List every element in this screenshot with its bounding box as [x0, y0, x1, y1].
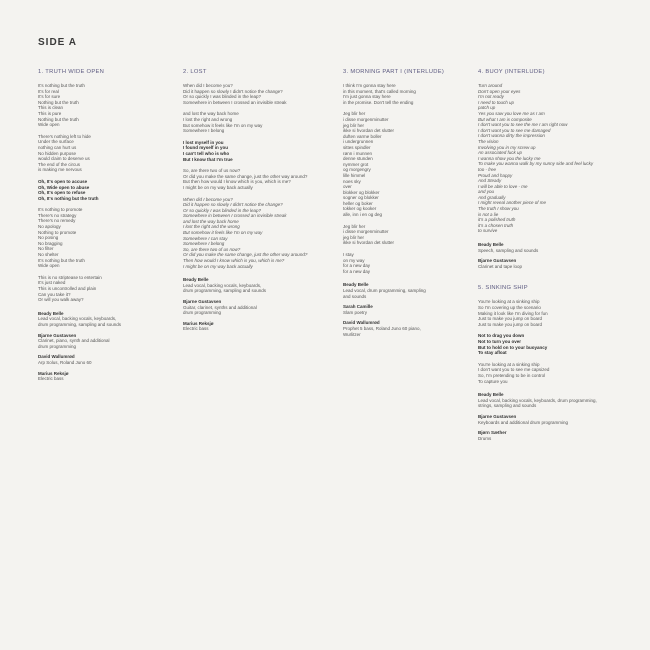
- lyric-line: But somehow it feels like I'm on my way: [183, 230, 263, 236]
- lyric-line: nymmer grot: [343, 161, 369, 167]
- lyric-line: Did it happen so slowly I didn't notice the change?: [183, 88, 283, 94]
- song-title: 1. TRUTH WIDE OPEN: [38, 69, 105, 75]
- lyric-line: Or did you make the same change, just the other way around?: [183, 173, 308, 179]
- lyric-line: No apology: [38, 224, 61, 230]
- lyric-line: Not to drag you down: [478, 333, 525, 339]
- lyrics-stanza: [183, 83, 328, 105]
- credit-role: Slam poetry: [343, 309, 368, 315]
- credit-entry: [183, 321, 328, 332]
- lyric-line: Just to make you jump on board: [478, 316, 543, 322]
- song-block: [183, 69, 328, 332]
- lyric-line: But I know that I'm true: [183, 156, 233, 162]
- lyric-line: When did I become you?: [183, 196, 233, 202]
- lyric-line: Nothing but the truth: [38, 116, 79, 122]
- lyric-line: You're looking at a sinking ship: [478, 361, 540, 367]
- lyric-line: Making it look like I'm diving for fun: [478, 310, 548, 316]
- credit-entry: [478, 392, 618, 409]
- credit-role: Lead vocal, backing vocals, keyboards,: [183, 282, 262, 288]
- lyric-line: There's nothing left to hide: [38, 133, 91, 139]
- lyric-line: Oh, It's open to refuse: [38, 190, 86, 196]
- lyric-line: I lost the right and the wrong: [183, 224, 240, 230]
- lyric-line: Wide open: [38, 263, 60, 269]
- credit-role: drum programming: [38, 343, 77, 349]
- credit-entry: [183, 299, 328, 316]
- side-title: SIDE A: [38, 37, 77, 48]
- lyric-line: I will be able to love - me: [478, 183, 528, 189]
- lyric-line: I don't want you to see me capsized: [478, 367, 550, 373]
- lyrics-stanza: [343, 83, 463, 105]
- lyric-line: To stay afloat: [478, 350, 507, 356]
- lyrics-stanza: [478, 333, 618, 355]
- credit-name: Marius Reksjø: [38, 370, 69, 376]
- credit-role: drum programming: [183, 310, 222, 316]
- lyric-line: for a new day: [343, 263, 371, 269]
- lyric-line: I'm not ready: [478, 94, 504, 100]
- lyrics-stanza: [183, 197, 328, 270]
- lyric-line: You're looking at a sinking ship: [478, 299, 540, 305]
- lyric-line: Don't open your eyes: [478, 88, 521, 94]
- credit-role: drum programming, sampling and sounds: [183, 288, 267, 294]
- credit-name: Beady Belle: [38, 310, 64, 316]
- lyric-line: This is clean: [38, 105, 64, 111]
- credit-role: Arp Solus, Roland Juno 60: [38, 359, 92, 365]
- credit-name: Marius Reksjø: [183, 320, 214, 326]
- credit-name: Bjørn Sæther: [478, 430, 507, 436]
- lyric-line: Not to turn you over: [478, 338, 521, 344]
- credit-entry: [183, 277, 328, 294]
- lyric-line: Somewhere I belong: [183, 128, 225, 134]
- credit-name: Bjarne Gustavsen: [478, 258, 517, 264]
- lyric-line: ikke si hvordan det slutter: [343, 240, 395, 246]
- credit-entry: [38, 311, 163, 328]
- lyric-line: nothing can hurt us: [38, 144, 77, 150]
- lyric-line: Or so quickly I was blinded in the leap?: [183, 94, 262, 100]
- lyric-line: Or so quickly I was blinded in the leap?: [183, 207, 262, 213]
- lyric-line: This is pure: [38, 110, 62, 116]
- lyrics-stanza: [183, 168, 328, 190]
- credit-name: Beady Belle: [343, 282, 369, 288]
- lyric-line: alle, inn i en og deg: [343, 212, 383, 218]
- lyric-line: But what I am is composite: [478, 116, 532, 122]
- lyric-line: rønn i munnen: [343, 150, 373, 156]
- lyric-line: I'm just gonna stay here: [343, 94, 391, 100]
- lyric-line: It's for real: [38, 88, 59, 94]
- lyric-line: I found myself in you: [183, 145, 229, 151]
- lyric-line: The truth I show you: [478, 206, 519, 212]
- lyric-line: I don't want you to see me damaged: [478, 127, 551, 133]
- lyric-line: for a new day: [343, 268, 371, 274]
- lyric-line: Did it happen so slowly I didn't notice the change?: [183, 202, 283, 208]
- credit-entry: [343, 282, 463, 299]
- credit-name: Bjarne Gustavsen: [38, 332, 77, 338]
- lyrics-stanza: [343, 252, 463, 274]
- column-3: [343, 69, 463, 353]
- lyric-line: Oh, It's nothing but the truth: [38, 195, 99, 201]
- lyric-line: to survive: [478, 228, 498, 234]
- credit-role: Clarinet, piano, synth and additional: [38, 338, 110, 344]
- lyric-line: It's nothing to promote: [38, 207, 83, 213]
- lyric-line: would claim to deserve us: [38, 156, 90, 162]
- lyric-line: It's just naked: [38, 280, 66, 286]
- credit-role: Electric bass: [38, 376, 64, 382]
- credit-entry: [38, 354, 163, 365]
- song-block: [343, 69, 463, 337]
- lyric-line: Somewhere in between I crossed an invisible streak: [183, 213, 287, 219]
- lyric-line: in the promise. Don't tell the ending: [343, 99, 414, 105]
- lyric-line: Yes you saw you love me as I am: [478, 110, 545, 116]
- lyric-line: When did I become you?: [183, 83, 233, 88]
- credit-name: Beady Belle: [478, 242, 504, 248]
- credit-role: drum programming, sampling and sounds: [38, 321, 122, 327]
- lyric-line: Just to make you jump on board: [478, 321, 543, 327]
- credits-block: [343, 282, 463, 337]
- lyric-line: No filter: [38, 246, 54, 252]
- lyric-line: Jeg blir her: [343, 111, 366, 117]
- credit-role: Clarinet and tape loop: [478, 263, 523, 269]
- credit-role: Wurlitzer: [343, 331, 361, 337]
- credit-entry: [478, 430, 618, 441]
- lyric-line: I wanna show you the lucky me: [478, 155, 541, 161]
- credit-role: strings, sampling and sounds: [478, 403, 537, 409]
- lyrics-stanza: [183, 111, 328, 133]
- lyric-line: heller og boker: [343, 200, 373, 206]
- lyric-line: Involving you in my screw up: [478, 144, 536, 150]
- lyric-line: No shelter: [38, 252, 59, 258]
- lyrics-stanza: [38, 83, 163, 128]
- lyric-line: This is uncontrolled and plain: [38, 286, 97, 291]
- credit-name: David Wallumrød: [343, 320, 380, 326]
- credit-role: Lead vocal, backing vocals, keyboards,: [38, 316, 117, 322]
- lyric-line: denne stunden: [343, 156, 373, 162]
- lyrics-stanza: [343, 224, 463, 246]
- lyric-line: I need to touch up: [478, 99, 515, 105]
- lyric-line: It's nothing but the truth: [38, 257, 85, 263]
- credit-name: Beady Belle: [183, 277, 209, 283]
- lyric-line: it's a polished truth: [478, 217, 516, 223]
- column-1: [38, 69, 163, 398]
- lyrics-stanza: [183, 140, 328, 162]
- song-block: [478, 69, 618, 269]
- lyric-line: Under the surface: [38, 139, 74, 145]
- lyric-line: I might be on my way back actually: [183, 263, 253, 269]
- column-4: [478, 69, 618, 457]
- lyric-line: i disse morgenminutter: [343, 116, 389, 122]
- lyric-line: I don't wanna dirty the impression: [478, 133, 545, 139]
- lyric-line: And Steady: [478, 178, 502, 184]
- lyric-line: It's nothing but the truth: [38, 83, 85, 88]
- lyric-line: Proud and happy: [478, 172, 513, 178]
- credit-entry: [478, 414, 618, 425]
- lyric-line: duften varme boller: [343, 133, 382, 139]
- credits-block: [478, 242, 618, 269]
- lyric-line: It's for sure: [38, 94, 61, 100]
- credit-role: Guitar, clarinet, synths and additional: [183, 304, 257, 310]
- lyric-line: og morgengry: [343, 167, 371, 173]
- lyric-line: tokker og kooker: [343, 206, 377, 212]
- lyric-line: ikke si hvordan det slutter: [343, 128, 395, 134]
- credit-entry: [343, 304, 463, 315]
- lyric-line: is making me nervous: [38, 167, 82, 173]
- credit-entry: [478, 242, 618, 253]
- song-block: [478, 285, 618, 441]
- song-title: 3. MORNING PART I (INTERLUDE): [343, 69, 445, 75]
- song-title: 5. SINKING SHIP: [478, 285, 528, 292]
- credit-role: Prophet 5 bass, Roland Juno 60 piano,: [343, 325, 421, 331]
- lyric-line: But to hold on to your buoyancy: [478, 344, 548, 350]
- lyric-line: So, I'm pretending to be in control: [478, 372, 546, 378]
- song-title: 2. LOST: [183, 69, 207, 75]
- lyric-line: So I'm covering up the scenario: [478, 305, 541, 310]
- lyric-line: is not a lie: [478, 211, 499, 217]
- lyric-line: Somewhere I can stay: [183, 235, 228, 241]
- lyric-line: So, are there two of us now?: [183, 246, 241, 252]
- lyric-line: Turn around: [478, 83, 503, 88]
- lyric-line: So, are there two of us now?: [183, 168, 241, 174]
- lyrics-stanza: [38, 179, 163, 201]
- lyric-line: I stay: [343, 252, 354, 258]
- lyric-line: To capture you: [478, 378, 508, 384]
- lyric-line: sogner og blokker: [343, 195, 379, 201]
- credits-block: [183, 277, 328, 332]
- lyric-line: Wide open: [38, 122, 60, 128]
- song-title: 4. BUOY (INTERLUDE): [478, 69, 545, 75]
- credit-role: Keyboards and additional drum programming: [478, 419, 569, 425]
- lyric-line: And gradually: [478, 194, 506, 200]
- credit-name: Beady Belle: [478, 392, 504, 398]
- lyric-line: Jeg blir her: [343, 223, 366, 229]
- credit-entry: [343, 320, 463, 337]
- lyric-line: I might be on my way back actually: [183, 184, 253, 190]
- lyric-line: over: [343, 184, 352, 190]
- lyrics-stanza: [478, 83, 618, 234]
- column-2: [183, 69, 328, 348]
- lyric-line: patch up: [478, 105, 496, 111]
- lyric-line: To make you wanna walk by my sunny side and feel lucky: [478, 161, 594, 167]
- lyric-line: jeg blir her: [343, 234, 365, 240]
- credits-block: [38, 311, 163, 382]
- lyric-line: too - free: [478, 166, 497, 172]
- lyric-line: The vision: [478, 138, 499, 144]
- credit-name: Sarah Camille: [343, 304, 373, 310]
- lyric-line: i disse morgenminutter: [343, 229, 389, 235]
- lyric-line: Oh, It's open to accuse: [38, 178, 88, 184]
- credit-entry: [38, 333, 163, 350]
- lyric-line: I think I'm gonna stay here: [343, 83, 396, 88]
- lyric-line: in this moment, that's called morning: [343, 88, 416, 94]
- lyric-line: and lost the way back home: [183, 218, 239, 224]
- lyrics-stanza: [38, 275, 163, 303]
- credit-role: Speech, sampling and sounds: [478, 247, 539, 253]
- lyrics-stanza: [343, 111, 463, 217]
- lyric-line: and lost the way back home: [183, 111, 239, 117]
- lyric-line: Oh, Wide open to abuse: [38, 184, 90, 190]
- lyric-line: it's a chosen truth: [478, 222, 514, 228]
- lyric-line: The end of the circus: [38, 161, 81, 167]
- credit-role: Drums: [478, 435, 492, 441]
- credit-role: and sounds: [343, 293, 367, 299]
- lyric-line: But then how would I know which is you, which is me?: [183, 179, 291, 185]
- credit-role: Lead vocal, drum programming, sampling: [343, 288, 426, 293]
- credit-name: Bjarne Gustavsen: [478, 413, 517, 419]
- credit-role: Lead vocal, backing vocals, keyboards, drum programming,: [478, 397, 597, 403]
- lyric-line: blokker og blokker: [343, 189, 380, 195]
- credit-name: David Wallumrød: [38, 354, 75, 360]
- lyric-line: No posing: [38, 235, 59, 241]
- lyric-line: Nothing but the truth: [38, 99, 79, 105]
- lyric-line: I can't tell who is who: [183, 150, 230, 156]
- lyric-line: sittes spindler: [343, 144, 371, 150]
- credits-block: [478, 392, 618, 441]
- lyric-line: Can you take it?: [38, 291, 71, 297]
- lyric-line: Somewhere I belong: [183, 241, 225, 247]
- lyric-line: and you: [478, 189, 495, 195]
- lyric-line: There's no strategy: [38, 212, 77, 218]
- lyric-line: lille himmel: [343, 172, 366, 178]
- lyric-line: Somewhere in between I crossed an invisible streak: [183, 99, 287, 105]
- lyric-line: jeg blir her: [343, 122, 365, 128]
- lyric-line: Nothing to promote: [38, 229, 77, 235]
- lyric-line: There's no remedy: [38, 218, 76, 224]
- lyrics-stanza: [478, 299, 618, 327]
- lyric-line: No hidden purpose: [38, 150, 77, 156]
- lyric-line: i undergrunnen: [343, 139, 374, 145]
- lyric-line: Or will you walk away?: [38, 297, 84, 303]
- lyric-line: But somehow it feels like I'm on my way: [183, 122, 263, 128]
- credit-entry: [478, 258, 618, 269]
- lyric-line: Or did you make the same change, just the other way around?: [183, 252, 308, 258]
- lyric-line: on my way: [343, 257, 365, 263]
- credit-name: Bjarne Gustavsen: [183, 299, 222, 304]
- lyric-line: An associated fuck up: [478, 150, 523, 156]
- credit-role: Electric bass: [183, 326, 209, 332]
- lyric-line: I might reveal another piece of me: [478, 200, 547, 206]
- lyric-line: No bragging: [38, 240, 63, 246]
- lyric-line: noes sky: [343, 178, 361, 184]
- credit-entry: [38, 371, 163, 382]
- lyric-line: I lost myself in you: [183, 139, 224, 145]
- lyric-line: I lost the right and wrong: [183, 116, 233, 122]
- lyric-line: I don't want you to see the me I am right now: [478, 122, 568, 128]
- lyric-line: Then how would I know which is you, which is me?: [183, 258, 285, 264]
- lyrics-stanza: [38, 207, 163, 269]
- song-block: [38, 69, 163, 382]
- lyrics-stanza: [38, 134, 163, 173]
- lyric-line: This is no striptease to entertain: [38, 274, 102, 280]
- lyrics-stanza: [478, 362, 618, 384]
